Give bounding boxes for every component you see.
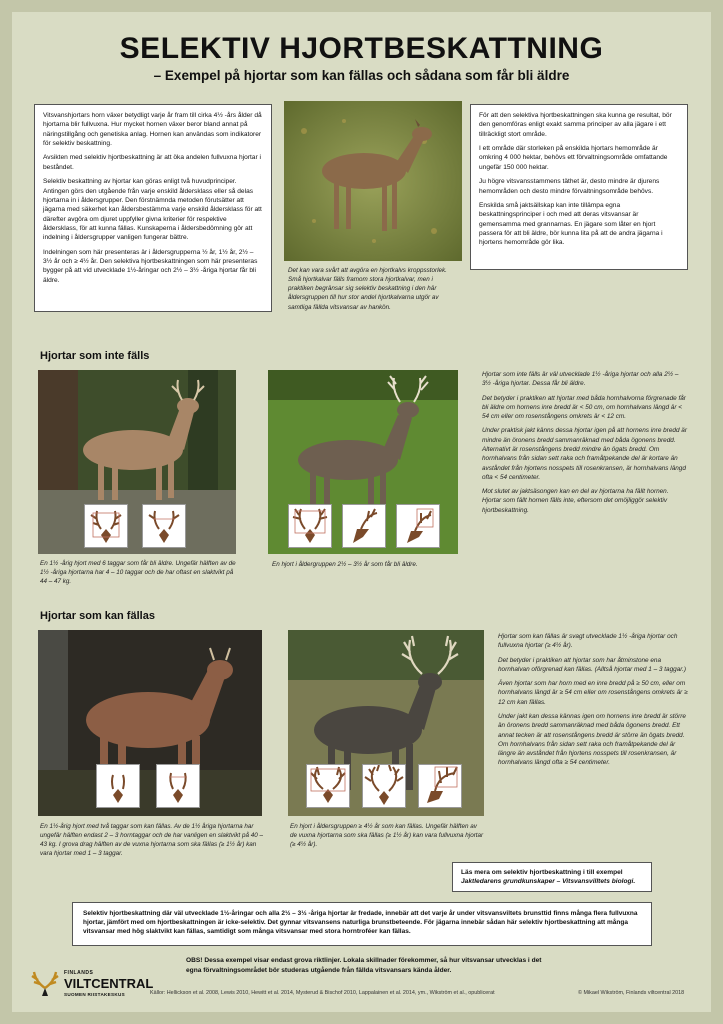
poster-title: SELEKTIV HJORTBESKATTNING bbox=[119, 32, 604, 65]
not-harvested-paragraph: Under praktisk jakt känns dessa hjortar igen på att hornens inre bredd är mindre än öronens bredd sammanräknad med båda ögonens bredd. Alternativt är rosenstångens bredd mindre än ögats bredd. Om hornhalvans från sidan sett raka och framåtpekande del är kortare än avståndet från hjortens nosspets till rosenkransen, är hornhalvans längd ofta < 54 centimeter. bbox=[482, 427, 687, 481]
yearling-six-point-photo bbox=[38, 370, 236, 554]
antler-diagram-front bbox=[96, 764, 140, 808]
antler-diagram-front bbox=[306, 764, 350, 808]
antler-diagram-front bbox=[288, 504, 332, 548]
adult-deer-keep-caption: En hjort i åldergruppen 2½ – 3½ år som får bli äldre. bbox=[272, 561, 418, 568]
logo-subtitle: SUOMEN RIISTAKESKUS bbox=[64, 992, 125, 997]
poster-subtitle: – Exempel på hjortar som kan fällas och sådana som får bli äldre bbox=[153, 68, 570, 83]
viltcentral-logo bbox=[30, 968, 160, 1000]
management-paragraph: I ett område där storleken på enskilda hjortars hemområde är omkring 4 000 hektar, behövs ett förvaltningsområde omfattande ungefär 150 000 hektar. bbox=[479, 145, 668, 171]
not-harvested-paragraph: Mot slutet av jaktsäsongen kan en del av hjortarna ha fällt hornen. Hjortar som fällt hornen fälls inte, eftersom det omöjliggör selektiv hjortbeskattning. bbox=[482, 488, 669, 514]
section-heading-not-harvested: Hjortar som inte fälls bbox=[40, 350, 150, 362]
sources: Källor: Hellickson et al. 2008, Lewis 2010, Hewitt et al. 2014, Mysterud & Bischof 2010, Lappalainen et al. 2014, ym., Wikström et al., opublicerat bbox=[150, 990, 495, 996]
intro-paragraph: Indelningen som här presenteras är i åldersgrupperna ½ år, 1½ år, 2½ – 3½ år och ≥ 4½ år. Den selektiva hjortbeskattningen som här presenteras bygger på att vid utvecklade 1½-åringar och 2½ – 3½ -åriga hjortar får bli äldre. bbox=[43, 248, 258, 284]
intro-paragraph: Selektiv beskattning av hjortar kan göras enligt två huvudprinciper. Antingen görs den utgående från varje enskild åldersklass eller så delas hjortarna in i åldersgrupper. Den förstnämnda metoden förutsätter att jägarna med säkerhet kan åldersbestämma varje enskild åldersklass för att därefter avgöra om djuret uppfyller givna kriterier för respektive åldersklass, för att kunna fällas. Kunskaperna i åldersbedömning gör att indelning i åldersgrupper vanligen fungerar bättre. bbox=[43, 178, 262, 242]
read-more-line: Läs mera om selektiv hjortbeskattning i till exempel bbox=[461, 869, 623, 876]
summary-box bbox=[72, 902, 652, 946]
read-more-reference: Jaktledarens grundkunskaper – Vitsvansvilltets biologi. bbox=[461, 878, 636, 886]
not-harvested-description bbox=[482, 370, 688, 520]
read-more-box bbox=[452, 862, 652, 892]
antler-logo-icon bbox=[30, 968, 60, 998]
fawn-caption: Det kan vara svårt att avgöra en hjortkalvs kroppsstorlek. Små hjortkalvar fälls framom stora hjortkalvar, men i praktiken begränsar sig selektiv beskattning i den här åldersgruppen till hur stor andel hjortkalvarna utgör av samtliga fällda vitsvansar av hankön. bbox=[288, 267, 447, 311]
can-be-harvested-paragraph: Även hjortar som har horn med en inre bredd på ≥ 50 cm, eller om hornhalvans längd är ≥ 54 cm eller om rosenstångens omkrets är ≥ 12 cm kan fällas. bbox=[498, 680, 688, 706]
mature-buck-caption: En hjort i åldersgruppen ≥ 4½ år som kan fällas. Ungefär hälften av de vuxna hjortarna som ska fällas (≥ 1½ år) kan vara fullvuxna hjortar (≥ 4½ år). bbox=[290, 823, 484, 849]
intro-paragraph: Vitsvanshjortars horn växer betydligt varje år fram till cirka 4½ -års ålder då hjortarna blir fullvuxna. Hur mycket hornen växer beror bland annat på näringstillgång och genetiska anlag. Hornen kan användas som indikatorer för selektiv beskattning. bbox=[43, 112, 262, 148]
antler-diagram-side bbox=[396, 504, 440, 548]
can-be-harvested-description bbox=[498, 632, 690, 773]
intro-box bbox=[34, 104, 272, 312]
logo-name: VILTCENTRAL bbox=[64, 976, 154, 991]
can-be-harvested-paragraph: Hjortar som kan fällas är svagt utvecklade 1½ -åriga hjortar och fullvuxna hjortar (≥ 4½ år). bbox=[498, 633, 678, 650]
credit: © Mikael Wikström, Finlands viltcentral 2018 bbox=[578, 990, 685, 996]
fawn-photo bbox=[284, 101, 462, 261]
logo-small-text: FINLANDS bbox=[64, 970, 94, 976]
antler-diagram-side bbox=[342, 504, 386, 548]
antler-diagram-side bbox=[418, 764, 462, 808]
footer-note: OBS! Dessa exempel visar endast grova riktlinjer. Lokala skillnader förekommer, så hur vitsvansar utvecklas i det egna förvaltningsområdet bör studeras utgående från fällda vitsvansars kända ålder. bbox=[186, 957, 542, 974]
summary-text: Selektiv hjortbeskattning där väl utvecklade 1½-åringar och alla 2½ – 3½ -åriga hjortar är fredade, innebär att det varje år under vitsvansviltets brunsttid finns många flera fullvuxna hjortar, jämfört med om hjortbeskattningen är icke-selektiv. Det gynnar vitsvansens naturliga brunstbeteende. För jägarna innebär sådan här selektiv hjortbeskattning att många vitsvansar med hög slaktvikt kan fällas, samtidigt som många vitsvansar med stora horntroféer kan fällas. bbox=[83, 910, 638, 936]
yearling-spike-caption: En 1½-årig hjort med två taggar som kan fällas. Av de 1½ åriga hjortarna har ungefär hälften endast 2 – 3 horntaggar och de har vanligen en slaktvikt på 40 – 43 kg. I grova drag hälften av de vuxna hjortarna som ska fällas (≥ 1½ år) kan vara hjortar med 1 – 3 taggar. bbox=[40, 823, 263, 858]
antler-diagram-front bbox=[156, 764, 200, 808]
can-be-harvested-paragraph: Under jakt kan dessa kännas igen om hornens inre bredd är större än öronens bredd sammanräknad med båda ögonens bredd. Ett annat tecken är att rosenstångens bredd är större än ögats bredd. Om hornhalvans från sidan sett raka och framåtpekande del är längre än avståndet från hjortens nosspets till rosenkransen, är hornhalvans längd ofta ≥ 54 centimeter. bbox=[498, 712, 686, 767]
yearling-spike-photo bbox=[38, 630, 262, 816]
antler-diagram-front bbox=[142, 504, 186, 548]
antler-diagram-front bbox=[84, 504, 128, 548]
not-harvested-paragraph: Det betyder i praktiken att hjortar med båda hornhalvorna förgrenade får bli äldre om hornens inre bredd är < 50 cm, om hornhalvans längd är < 54 cm eller om rosenstångens omkrets är < 12 cm. bbox=[482, 394, 686, 421]
antler-diagram-front bbox=[362, 764, 406, 808]
yearling-six-point-caption: En 1½ -årig hjort med 6 taggar som får bli äldre. Ungefär hälften av de 1½ -åriga hjortarna har 4 – 10 taggar och de har oftast en slaktvikt på 44 – 47 kg. bbox=[40, 560, 236, 586]
management-paragraph: Ju högre vitsvansstammens täthet är, desto mindre är djurens hemområden och desto mindre förvaltningsområde behövs. bbox=[479, 178, 660, 195]
not-harvested-paragraph: Hjortar som inte fälls är väl utvecklade 1½ -åriga hjortar och alla 2½ – 3½ -åriga hjortar. Dessa får bli äldre. bbox=[482, 371, 679, 388]
management-paragraph: Enskilda små jaktsällskap kan inte tillämpa egna beskattningsprinciper i och med att deras vitsvansar är gemensamma med grannarnas. En jägare som låter en hjort passera för att bli äldre, bör kunna lita på att de andra jägarna i hjortens hemområde gör lika. bbox=[479, 201, 663, 247]
management-paragraph: För att den selektiva hjortbeskattningen ska kunna ge resultat, bör den genomföras enligt exakt samma principer av alla jägare i ett tillräckligt stort område. bbox=[479, 112, 672, 138]
management-box bbox=[470, 104, 688, 270]
can-be-harvested-paragraph: Det betyder i praktiken att hjortar som har åtminstone ena hornhalvan oförgrenad kan fällas. (Alltså hjortar med 1 – 3 taggar.) bbox=[498, 656, 687, 673]
intro-paragraph: Avsikten med selektiv hjortbeskattning är att öka andelen fullvuxna hjortar i beståndet. bbox=[43, 154, 261, 171]
section-heading-can-be-harvested: Hjortar som kan fällas bbox=[40, 610, 155, 622]
